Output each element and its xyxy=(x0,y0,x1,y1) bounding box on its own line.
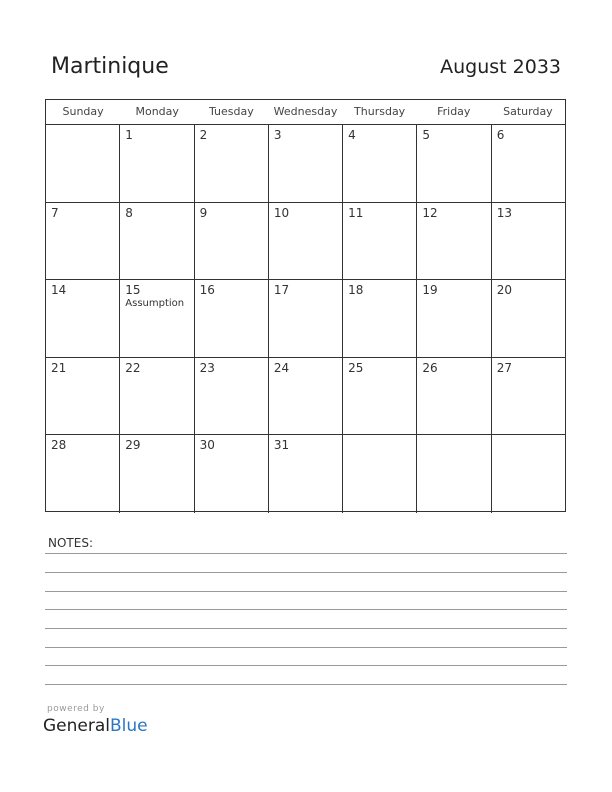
day-cell xyxy=(417,435,491,513)
day-cell xyxy=(195,435,269,513)
day-number: 23 xyxy=(199,360,215,375)
day-cell xyxy=(46,125,120,202)
day-cell xyxy=(195,203,269,280)
month-year: August 2033 xyxy=(440,56,561,78)
notes-line xyxy=(45,572,567,573)
day-cell xyxy=(269,358,343,435)
day-cell xyxy=(492,125,565,202)
week-row xyxy=(46,125,565,203)
day-number: 27 xyxy=(496,360,512,375)
week-row xyxy=(46,435,565,513)
weekday-wednesday: Wednesday xyxy=(273,105,338,118)
day-cell xyxy=(46,435,120,513)
day-cell xyxy=(195,358,269,435)
week-row xyxy=(46,358,565,436)
powered-by-text: powered by xyxy=(47,704,105,714)
day-number: 25 xyxy=(348,360,364,375)
day-number: 15 xyxy=(125,283,141,298)
day-cell xyxy=(417,203,491,280)
day-number: 3 xyxy=(273,128,282,142)
day-number: 1 xyxy=(125,128,133,142)
day-cell xyxy=(269,280,343,357)
weekday-tuesday: Tuesday xyxy=(208,105,254,118)
day-cell xyxy=(195,125,269,202)
day-cell xyxy=(269,435,343,513)
day-cell xyxy=(46,203,120,280)
day-number: 6 xyxy=(496,128,505,142)
logo-general: General xyxy=(43,716,110,736)
day-cell xyxy=(343,203,417,280)
day-cell xyxy=(492,358,565,435)
day-number: 13 xyxy=(496,205,512,220)
day-cell xyxy=(120,358,194,435)
day-cell xyxy=(492,280,565,357)
notes-line xyxy=(45,665,567,666)
weekday-sunday: Sunday xyxy=(62,105,104,118)
day-cell xyxy=(417,358,491,435)
day-number: 22 xyxy=(125,360,141,375)
day-cell xyxy=(417,125,491,202)
generalblue-logo xyxy=(43,716,148,736)
day-number: 28 xyxy=(51,438,67,453)
day-number: 20 xyxy=(496,283,512,298)
day-number: 4 xyxy=(348,128,356,142)
notes-line xyxy=(45,647,567,648)
weekday-monday: Monday xyxy=(135,105,179,118)
day-number: 14 xyxy=(51,283,67,298)
day-cell xyxy=(120,280,194,357)
day-cell xyxy=(417,280,491,357)
holiday-label: Assumption xyxy=(125,298,185,310)
day-cell xyxy=(269,203,343,280)
day-number: 19 xyxy=(422,283,438,298)
day-number: 30 xyxy=(199,438,215,453)
notes-label: NOTES: xyxy=(48,536,93,550)
notes-line xyxy=(45,609,567,610)
day-number: 18 xyxy=(348,283,364,298)
day-number: 5 xyxy=(422,128,431,142)
day-number: 21 xyxy=(51,360,67,375)
day-cell xyxy=(343,125,417,202)
day-number: 11 xyxy=(348,205,364,220)
day-number: 10 xyxy=(273,205,290,220)
day-cell xyxy=(343,435,417,513)
day-cell xyxy=(492,435,565,513)
day-cell xyxy=(343,358,417,435)
day-cell xyxy=(195,280,269,357)
day-number: 2 xyxy=(199,128,208,142)
weekday-saturday: Saturday xyxy=(503,105,553,118)
day-number: 17 xyxy=(273,283,290,298)
weekday-friday: Friday xyxy=(437,105,471,118)
notes-line xyxy=(45,591,567,592)
day-cell xyxy=(120,125,194,202)
notes-line xyxy=(45,684,567,685)
day-cell xyxy=(120,203,194,280)
day-number: 7 xyxy=(51,205,59,220)
day-number: 12 xyxy=(422,205,438,220)
day-cell xyxy=(492,203,565,280)
day-number: 9 xyxy=(199,205,208,220)
week-row xyxy=(46,203,565,281)
day-number: 31 xyxy=(273,438,290,453)
day-cell xyxy=(269,125,343,202)
day-cell xyxy=(46,280,120,357)
day-cell xyxy=(46,358,120,435)
day-cell xyxy=(343,280,417,357)
day-number: 16 xyxy=(199,283,215,298)
day-number: 8 xyxy=(125,205,133,220)
day-number: 24 xyxy=(273,360,290,375)
calendar-grid xyxy=(45,99,566,512)
notes-line xyxy=(45,628,567,629)
weekday-thursday: Thursday xyxy=(354,105,406,118)
day-number: 29 xyxy=(125,438,141,453)
day-cell xyxy=(120,435,194,513)
logo-blue: Blue xyxy=(110,716,148,736)
calendar-title: Martinique xyxy=(51,54,169,79)
notes-line xyxy=(45,553,567,554)
weekday-header xyxy=(46,100,565,125)
day-number: 26 xyxy=(422,360,438,375)
week-row xyxy=(46,280,565,358)
